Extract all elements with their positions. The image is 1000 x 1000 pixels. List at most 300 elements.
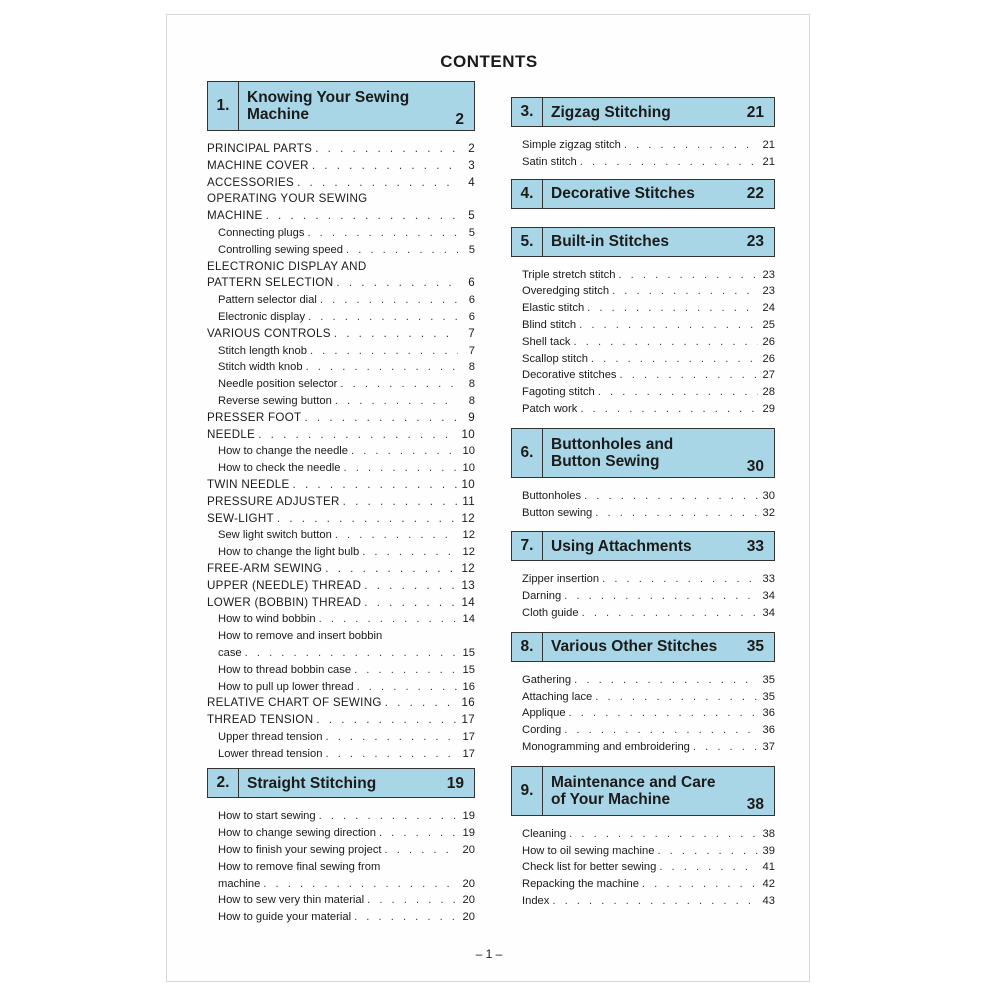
toc-entry[interactable] bbox=[207, 376, 475, 393]
toc-entry[interactable] bbox=[207, 259, 475, 276]
toc-entry[interactable] bbox=[207, 892, 475, 909]
toc-entry-label: Upper thread tension bbox=[218, 730, 323, 743]
toc-entry-page: 12 bbox=[462, 529, 475, 542]
toc-leader-dots bbox=[552, 893, 758, 910]
toc-entry[interactable] bbox=[511, 137, 775, 154]
toc-leader-dots bbox=[364, 595, 458, 612]
toc-entry-label: Zipper insertion bbox=[522, 573, 600, 586]
toc-entry-label: How to remove and insert bobbin bbox=[218, 630, 383, 643]
toc-entry-page: 28 bbox=[762, 386, 775, 399]
toc-entry-label: Attaching lace bbox=[522, 690, 593, 703]
toc-entry-page: 36 bbox=[762, 707, 775, 720]
toc-leader-dots bbox=[612, 283, 758, 300]
toc-entry-label: Applique bbox=[522, 707, 566, 720]
toc-entry[interactable] bbox=[207, 909, 475, 926]
toc-entry-label: ACCESSORIES bbox=[207, 175, 295, 189]
toc-leader-dots bbox=[624, 137, 758, 154]
toc-entry[interactable] bbox=[207, 511, 475, 528]
toc-leader-dots bbox=[308, 309, 458, 326]
toc-entry[interactable] bbox=[207, 645, 475, 662]
toc-leader-dots bbox=[385, 695, 458, 712]
toc-entry-label: MACHINE bbox=[207, 209, 263, 223]
toc-entry[interactable] bbox=[511, 384, 775, 401]
section-number: 7. bbox=[512, 532, 543, 560]
section-title-line: Built-in Stitches bbox=[551, 233, 669, 251]
toc-entry-label: Cloth guide bbox=[522, 606, 579, 619]
toc-entry-label: Reverse sewing button bbox=[218, 394, 332, 407]
toc-entry-label: PRESSER FOOT bbox=[207, 410, 302, 424]
toc-entry-label: Darning bbox=[522, 590, 562, 603]
toc-entry-page: 3 bbox=[468, 158, 475, 172]
toc-entry-page: 12 bbox=[461, 561, 475, 575]
toc-entry-label: How to remove final sewing from bbox=[218, 860, 381, 873]
section-title bbox=[543, 767, 743, 815]
toc-entry[interactable] bbox=[511, 571, 775, 588]
section-header-6[interactable] bbox=[511, 428, 775, 478]
toc-entry-page: 20 bbox=[462, 844, 475, 857]
toc-entry[interactable] bbox=[207, 578, 475, 595]
section-number: 2. bbox=[208, 769, 239, 797]
section-title-lines bbox=[551, 104, 671, 121]
toc-leader-dots bbox=[325, 729, 458, 746]
toc-leader-dots bbox=[569, 826, 758, 843]
toc-entry-page: 16 bbox=[462, 680, 475, 693]
toc-entry-page: 23 bbox=[762, 268, 775, 281]
toc-entry-page: 19 bbox=[462, 810, 475, 823]
toc-entry-page: 20 bbox=[462, 877, 475, 890]
toc-leader-dots bbox=[693, 739, 758, 756]
toc-entry-label: RELATIVE CHART OF SEWING bbox=[207, 696, 382, 710]
toc-entry[interactable] bbox=[207, 460, 475, 477]
section-header-7[interactable] bbox=[511, 531, 775, 561]
toc-entry[interactable] bbox=[511, 505, 775, 522]
page-number: – 1 – bbox=[475, 947, 503, 961]
toc-entry-page: 10 bbox=[461, 477, 475, 491]
toc-entry-page: 14 bbox=[461, 595, 475, 609]
toc-entry[interactable] bbox=[207, 544, 475, 561]
toc-leader-dots bbox=[297, 175, 458, 192]
toc-leader-dots bbox=[584, 488, 758, 505]
toc-entry-page: 23 bbox=[762, 285, 775, 298]
manual-page bbox=[166, 14, 810, 982]
section-title bbox=[543, 429, 743, 477]
toc-entry[interactable] bbox=[207, 242, 475, 259]
toc-entry-label: Monogramming and embroidering bbox=[522, 740, 690, 753]
toc-entry[interactable] bbox=[207, 808, 475, 825]
toc-entry[interactable] bbox=[511, 488, 775, 505]
toc-entry[interactable] bbox=[511, 739, 775, 756]
toc-entry[interactable] bbox=[511, 154, 775, 171]
toc-entry[interactable] bbox=[511, 351, 775, 368]
toc-entry-label: Cleaning bbox=[522, 827, 567, 840]
section-title-line: Decorative Stitches bbox=[551, 185, 695, 203]
toc-entry-page: 13 bbox=[461, 578, 475, 592]
toc-entry-page: 6 bbox=[468, 294, 475, 307]
toc-entries bbox=[511, 672, 775, 756]
toc-entry-page: 25 bbox=[762, 318, 775, 331]
section-title-line: Straight Stitching bbox=[247, 774, 377, 792]
toc-entry-label: How to start sewing bbox=[218, 810, 316, 823]
toc-entry-label: PATTERN SELECTION bbox=[207, 276, 334, 290]
toc-entry-page: 12 bbox=[462, 546, 475, 559]
toc-entries bbox=[511, 826, 775, 910]
toc-entry-label: Buttonholes bbox=[522, 489, 582, 502]
toc-entry-label: How to guide your material bbox=[218, 911, 352, 924]
toc-leader-dots bbox=[580, 401, 758, 418]
section-title-lines bbox=[551, 436, 673, 470]
toc-entry-label: MACHINE COVER bbox=[207, 158, 309, 172]
toc-leader-dots bbox=[569, 705, 758, 722]
toc-entry[interactable] bbox=[207, 175, 475, 192]
toc-entry-page: 20 bbox=[462, 911, 475, 924]
toc-leader-dots bbox=[379, 825, 458, 842]
toc-entry-label: Button sewing bbox=[522, 506, 593, 519]
toc-entry-page: 10 bbox=[462, 445, 475, 458]
toc-entry-label: FREE-ARM SEWING bbox=[207, 561, 323, 575]
toc-leader-dots bbox=[618, 267, 758, 284]
toc-leader-dots bbox=[346, 242, 458, 259]
toc-entry[interactable] bbox=[207, 842, 475, 859]
toc-entry-page: 35 bbox=[762, 673, 775, 686]
section-title-lines bbox=[551, 774, 716, 808]
toc-entry-label: ELECTRONIC DISPLAY AND bbox=[207, 259, 367, 273]
toc-entry-label: Check list for better sewing bbox=[522, 861, 657, 874]
toc-entry-label: Stitch width knob bbox=[218, 361, 303, 374]
toc-entry-page: 24 bbox=[762, 302, 775, 315]
section-page: 35 bbox=[746, 638, 764, 656]
toc-entry[interactable] bbox=[207, 359, 475, 376]
section-number: 8. bbox=[512, 633, 543, 661]
toc-entry-label: Sew light switch button bbox=[218, 529, 332, 542]
toc-entry-page: 21 bbox=[762, 155, 775, 168]
toc-leader-dots bbox=[343, 494, 458, 511]
toc-leader-dots bbox=[574, 672, 758, 689]
toc-entry-page: 15 bbox=[462, 663, 475, 676]
section-number: 6. bbox=[512, 429, 543, 477]
section-page: 19 bbox=[446, 774, 464, 792]
toc-entry-label: How to finish your sewing project bbox=[218, 844, 382, 857]
toc-entry[interactable] bbox=[207, 158, 475, 175]
toc-entry-page: 5 bbox=[468, 209, 475, 223]
toc-entry-page: 34 bbox=[762, 590, 775, 603]
toc-leader-dots bbox=[642, 876, 758, 893]
section-page: 21 bbox=[746, 103, 764, 121]
toc-entry-label: THREAD TENSION bbox=[207, 713, 314, 727]
toc-entry-page: 7 bbox=[468, 326, 475, 340]
toc-entry[interactable] bbox=[207, 410, 475, 427]
toc-entry-page: 12 bbox=[461, 511, 475, 525]
toc-entry[interactable] bbox=[511, 705, 775, 722]
toc-leader-dots bbox=[574, 334, 758, 351]
toc-leader-dots bbox=[335, 393, 458, 410]
toc-entry[interactable] bbox=[207, 141, 475, 158]
toc-leader-dots bbox=[325, 746, 458, 763]
toc-leader-dots bbox=[335, 527, 458, 544]
toc-leader-dots bbox=[312, 158, 458, 175]
toc-leader-dots bbox=[266, 208, 458, 225]
toc-entry[interactable] bbox=[207, 275, 475, 292]
toc-entry-label: How to sew very thin material bbox=[218, 894, 365, 907]
toc-entry[interactable] bbox=[511, 689, 775, 706]
toc-entry-label: How to change the light bulb bbox=[218, 546, 360, 559]
toc-leader-dots bbox=[258, 427, 458, 444]
section-title-line: Maintenance and Care bbox=[551, 773, 716, 791]
toc-entry[interactable] bbox=[207, 679, 475, 696]
toc-leader-dots bbox=[364, 578, 458, 595]
section-title-lines bbox=[247, 775, 376, 792]
toc-leader-dots bbox=[340, 376, 458, 393]
toc-leader-dots bbox=[304, 410, 458, 427]
section-number: 3. bbox=[512, 98, 543, 126]
toc-entry[interactable] bbox=[511, 283, 775, 300]
toc-entry[interactable] bbox=[207, 191, 475, 208]
toc-entry-page: 5 bbox=[468, 226, 475, 239]
toc-entry-label: How to oil sewing machine bbox=[522, 844, 655, 857]
section-title-lines bbox=[551, 538, 692, 555]
toc-entry-label: Fagoting stitch bbox=[522, 386, 595, 399]
toc-entry-page: 38 bbox=[762, 827, 775, 840]
toc-entry-label: UPPER (NEEDLE) THREAD bbox=[207, 578, 362, 592]
toc-entry-label: How to wind bobbin bbox=[218, 613, 316, 626]
toc-leader-dots bbox=[336, 275, 458, 292]
toc-leader-dots bbox=[367, 892, 458, 909]
toc-leader-dots bbox=[579, 317, 758, 334]
toc-entry[interactable] bbox=[207, 695, 475, 712]
toc-entry-page: 30 bbox=[762, 489, 775, 502]
toc-entry-label: Elastic stitch bbox=[522, 302, 585, 315]
toc-leader-dots bbox=[319, 808, 458, 825]
section-header-4[interactable] bbox=[511, 179, 775, 209]
toc-entry-label: Stitch length knob bbox=[218, 344, 307, 357]
section-page: 22 bbox=[746, 185, 764, 203]
toc-leader-dots bbox=[277, 511, 458, 528]
section-title-lines bbox=[247, 89, 409, 123]
toc-entry-page: 17 bbox=[462, 730, 475, 743]
toc-entry[interactable] bbox=[207, 662, 475, 679]
toc-entry-page: 43 bbox=[762, 894, 775, 907]
toc-entry[interactable] bbox=[207, 494, 475, 511]
toc-entry-page: 20 bbox=[462, 894, 475, 907]
toc-entry[interactable] bbox=[511, 843, 775, 860]
section-number: 1. bbox=[208, 82, 239, 130]
toc-leader-dots bbox=[307, 225, 458, 242]
toc-entry-label: TWIN NEEDLE bbox=[207, 477, 290, 491]
toc-entry-page: 4 bbox=[468, 175, 475, 189]
toc-entry[interactable] bbox=[207, 427, 475, 444]
toc-entry-label: Repacking the machine bbox=[522, 878, 639, 891]
toc-leader-dots bbox=[595, 689, 758, 706]
toc-entry-label: NEEDLE bbox=[207, 427, 256, 441]
toc-entry-label: Patch work bbox=[522, 402, 578, 415]
toc-entry[interactable] bbox=[207, 746, 475, 763]
toc-entry-page: 17 bbox=[461, 713, 475, 727]
toc-entry[interactable] bbox=[511, 317, 775, 334]
section-title bbox=[543, 98, 743, 126]
toc-entry-label: Triple stretch stitch bbox=[522, 268, 616, 281]
section-title-line: Using Attachments bbox=[551, 537, 692, 555]
toc-leader-dots bbox=[310, 343, 458, 360]
toc-leader-dots bbox=[315, 141, 458, 158]
toc-leader-dots bbox=[325, 561, 458, 578]
section-page: 23 bbox=[746, 233, 764, 251]
section-page: 38 bbox=[746, 795, 764, 813]
toc-entry[interactable] bbox=[207, 343, 475, 360]
toc-leader-dots bbox=[620, 367, 758, 384]
toc-entry-page: 42 bbox=[762, 878, 775, 891]
toc-entry-label: Cording bbox=[522, 724, 562, 737]
toc-leader-dots bbox=[306, 359, 458, 376]
toc-entry[interactable] bbox=[511, 605, 775, 622]
section-title-line: Zigzag Stitching bbox=[551, 103, 671, 121]
toc-entry[interactable] bbox=[207, 477, 475, 494]
toc-leader-dots bbox=[582, 605, 758, 622]
toc-entry-page: 29 bbox=[762, 402, 775, 415]
toc-entry-page: 17 bbox=[462, 747, 475, 760]
section-title bbox=[543, 180, 743, 208]
section-page: 2 bbox=[455, 111, 464, 128]
toc-entry-page: 16 bbox=[461, 696, 475, 710]
toc-entry[interactable] bbox=[207, 595, 475, 612]
toc-entry-label: machine bbox=[218, 877, 261, 890]
toc-entry-page: 33 bbox=[762, 573, 775, 586]
toc-entry-page: 6 bbox=[468, 310, 475, 323]
toc-entry-page: 2 bbox=[468, 142, 475, 155]
toc-entry-label: Simple zigzag stitch bbox=[522, 139, 621, 151]
toc-leader-dots bbox=[657, 843, 758, 860]
toc-entry[interactable] bbox=[207, 225, 475, 242]
toc-entry-label: How to change the needle bbox=[218, 445, 348, 458]
toc-entry[interactable] bbox=[207, 527, 475, 544]
toc-entry-label: Gathering bbox=[522, 673, 572, 686]
toc-entry-label: Scallop stitch bbox=[522, 352, 588, 365]
toc-entry-page: 27 bbox=[762, 369, 775, 382]
toc-entries bbox=[511, 571, 775, 621]
section-header-8[interactable] bbox=[511, 632, 775, 662]
section-title bbox=[239, 769, 443, 797]
toc-entry[interactable] bbox=[207, 561, 475, 578]
toc-entry[interactable] bbox=[207, 825, 475, 842]
toc-entry[interactable] bbox=[207, 729, 475, 746]
section-title bbox=[543, 228, 743, 256]
toc-entry[interactable] bbox=[511, 401, 775, 418]
section-title-lines bbox=[551, 233, 669, 250]
section-header-9[interactable] bbox=[511, 766, 775, 816]
toc-entry[interactable] bbox=[207, 611, 475, 628]
toc-entry-page: 26 bbox=[762, 352, 775, 365]
toc-leader-dots bbox=[580, 154, 758, 171]
toc-entry[interactable] bbox=[207, 393, 475, 410]
toc-entry-label: PRINCIPAL PARTS bbox=[207, 142, 313, 155]
toc-entry-page: 34 bbox=[762, 606, 775, 619]
toc-entries bbox=[207, 141, 475, 762]
toc-leader-dots bbox=[334, 326, 458, 343]
toc-entry[interactable] bbox=[207, 309, 475, 326]
section-title-line: Buttonholes and bbox=[551, 435, 674, 453]
toc-leader-dots bbox=[385, 842, 458, 859]
toc-entry-label: Controlling sewing speed bbox=[218, 243, 344, 256]
section-header-2[interactable] bbox=[207, 768, 475, 798]
toc-entries bbox=[511, 137, 775, 171]
section-header-1[interactable] bbox=[207, 81, 475, 131]
toc-entry[interactable] bbox=[511, 300, 775, 317]
toc-entry-page: 41 bbox=[762, 861, 775, 874]
toc-leader-dots bbox=[320, 292, 458, 309]
section-title bbox=[543, 633, 743, 661]
toc-entry-label: Needle position selector bbox=[218, 378, 338, 391]
toc-entry-page: 11 bbox=[462, 494, 475, 508]
toc-entry[interactable] bbox=[207, 876, 475, 893]
toc-leader-dots bbox=[354, 662, 458, 679]
toc-leader-dots bbox=[587, 300, 758, 317]
toc-entry-page: 35 bbox=[762, 690, 775, 703]
toc-leader-dots bbox=[591, 351, 758, 368]
toc-entry-page: 10 bbox=[461, 427, 475, 441]
toc-entry[interactable] bbox=[207, 208, 475, 225]
toc-leader-dots bbox=[598, 384, 758, 401]
section-title-line: Button Sewing bbox=[551, 452, 660, 470]
toc-entry[interactable] bbox=[511, 588, 775, 605]
toc-entry[interactable] bbox=[511, 722, 775, 739]
toc-entry-page: 8 bbox=[468, 361, 475, 374]
toc-entry-page: 7 bbox=[468, 344, 475, 357]
page-title: CONTENTS bbox=[440, 52, 538, 71]
toc-entry-label: Lower thread tension bbox=[218, 747, 323, 760]
toc-entry[interactable] bbox=[207, 326, 475, 343]
toc-entry-label: Connecting plugs bbox=[218, 226, 305, 239]
toc-entry[interactable] bbox=[511, 876, 775, 893]
toc-entry[interactable] bbox=[511, 893, 775, 910]
toc-entry-label: Overedging stitch bbox=[522, 285, 610, 298]
section-title-line: Machine bbox=[247, 106, 310, 123]
section-title-lines bbox=[551, 185, 695, 202]
toc-entry[interactable] bbox=[511, 334, 775, 351]
toc-entry-page: 15 bbox=[462, 646, 475, 659]
toc-entry[interactable] bbox=[207, 292, 475, 309]
toc-leader-dots bbox=[357, 679, 458, 696]
toc-entry[interactable] bbox=[511, 859, 775, 876]
toc-entry[interactable] bbox=[511, 826, 775, 843]
toc-entry-page: 14 bbox=[462, 613, 475, 626]
section-number: 9. bbox=[512, 767, 543, 815]
toc-entry[interactable] bbox=[511, 672, 775, 689]
toc-entry[interactable] bbox=[207, 443, 475, 460]
toc-entry[interactable] bbox=[511, 267, 775, 284]
toc-entry-label: How to change sewing direction bbox=[218, 827, 376, 840]
toc-entries bbox=[511, 488, 775, 522]
toc-leader-dots bbox=[354, 909, 458, 926]
toc-entry[interactable] bbox=[207, 859, 475, 876]
toc-leader-dots bbox=[245, 645, 458, 662]
toc-entry-label: OPERATING YOUR SEWING bbox=[207, 192, 368, 206]
toc-entry[interactable] bbox=[511, 367, 775, 384]
toc-entry-label: Blind stitch bbox=[522, 318, 577, 331]
toc-entry-page: 9 bbox=[468, 410, 475, 424]
section-number: 4. bbox=[512, 180, 543, 208]
section-header-3[interactable] bbox=[511, 97, 775, 127]
toc-leader-dots bbox=[319, 611, 458, 628]
toc-leader-dots bbox=[659, 859, 758, 876]
toc-leader-dots bbox=[344, 460, 458, 477]
toc-entry-page: 5 bbox=[468, 243, 475, 256]
toc-entry-page: 21 bbox=[762, 139, 775, 151]
section-title-lines bbox=[551, 638, 717, 655]
toc-entry-label: Shell tack bbox=[522, 335, 571, 348]
toc-leader-dots bbox=[351, 443, 458, 460]
section-header-5[interactable] bbox=[511, 227, 775, 257]
toc-entry[interactable] bbox=[207, 628, 475, 645]
toc-entry[interactable] bbox=[207, 712, 475, 729]
toc-leader-dots bbox=[362, 544, 458, 561]
